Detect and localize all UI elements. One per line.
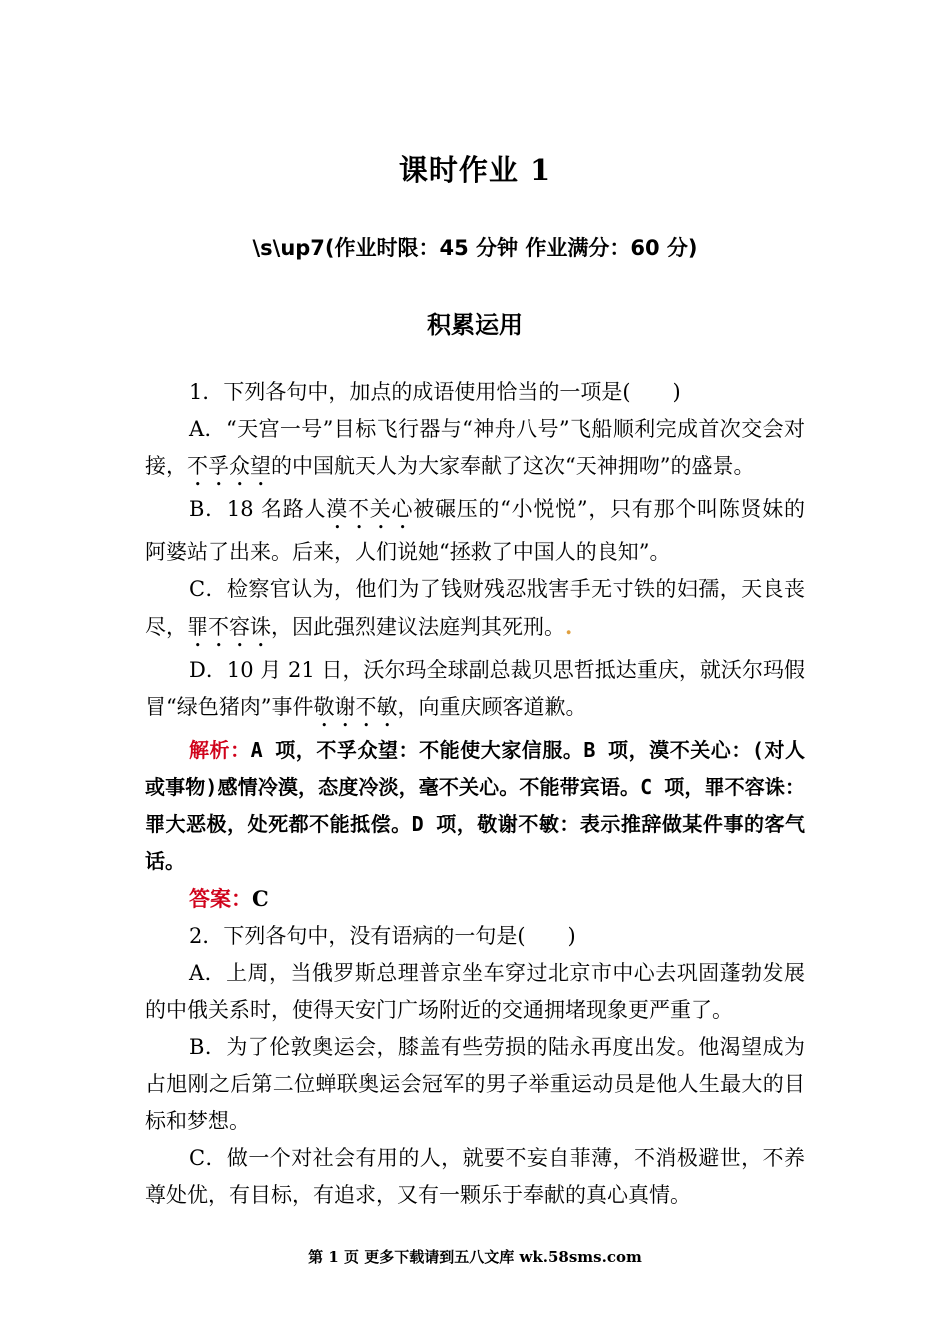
dotted-idiom: 漠不关心 (326, 497, 414, 521)
question-1-stem: 1．下列各句中，加点的成语使用恰当的一项是( ) (189, 380, 681, 404)
section-heading: 积累运用 (427, 310, 523, 339)
dotted-idiom: 敬谢不敏 (313, 695, 398, 719)
time-limit-subtitle: \s\up7(作业时限：45 分钟 作业满分：60 分) (252, 236, 698, 260)
question-1-option-c: C．检察官认为，他们为了钱财残忍戕害手无寸铁的妇孺，天良丧尽，罪不容诛，因此强烈建议法庭判其死刑。. (145, 577, 805, 639)
question-1-option-d: D．10 月 21 日，沃尔玛全球副总裁贝思哲抵达重庆，就沃尔玛假冒“绿色猪肉”事件敬谢不敏，向重庆顾客道歉。 (145, 658, 805, 719)
dotted-idiom: 不孚众望 (187, 454, 271, 478)
question-1-option-a: A．“天宫一号”目标飞行器与“神舟八号”飞船顺利完成首次交会对接，不孚众望的中国航天人为大家奉献了这次“天神拥吻”的盛景。 (145, 417, 805, 478)
analysis-label: 解析： (189, 738, 251, 762)
question-1-answer: 答案：C (189, 886, 269, 911)
question-2-option-b: B．为了伦敦奥运会，膝盖有些劳损的陆永再度出发。他渴望成为占旭刚之后第二位蝉联奥运会冠军的男子举重运动员是他人生最大的目标和梦想。 (145, 1035, 805, 1133)
question-body (145, 374, 805, 1214)
stray-mark: . (565, 614, 573, 639)
question-2-option-a: A．上周，当俄罗斯总理普京坐车穿过北京市中心去巩固蓬勃发展的中俄关系时，使得天安门广场附近的交通拥堵现象更严重了。 (145, 961, 805, 1022)
answer-label: 答案： (189, 886, 252, 911)
page-title: 课时作业 1 (398, 153, 552, 187)
question-1-analysis: 解析：A 项，不孚众望：不能使大家信服。B 项，漠不关心：(对人或事物)感情冷漠，态度冷淡，毫不关心。不能带宾语。C 项，罪不容诛：罪大恶极，处死都不能抵偿。D 项，敬谢不敏：表示推辞做某件事的客气话。 (145, 738, 805, 873)
question-2-stem: 2．下列各句中，没有语病的一句是( ) (189, 924, 576, 948)
dotted-idiom: 罪不容诛 (187, 615, 271, 639)
question-2-option-c: C．做一个对社会有用的人，就要不妄自菲薄，不消极避世，不养尊处优，有目标，有追求，又有一颗乐于奉献的真心真情。 (145, 1146, 805, 1207)
question-1-option-b: B．18 名路人漠不关心被碾压的“小悦悦”，只有那个叫陈贤妹的阿婆站了出来。后来，人们说她“拯救了中国人的良知”。 (145, 497, 805, 564)
page-footer: 第 1 页 更多下载请到五八文库 wk.58sms.com (308, 1248, 642, 1266)
